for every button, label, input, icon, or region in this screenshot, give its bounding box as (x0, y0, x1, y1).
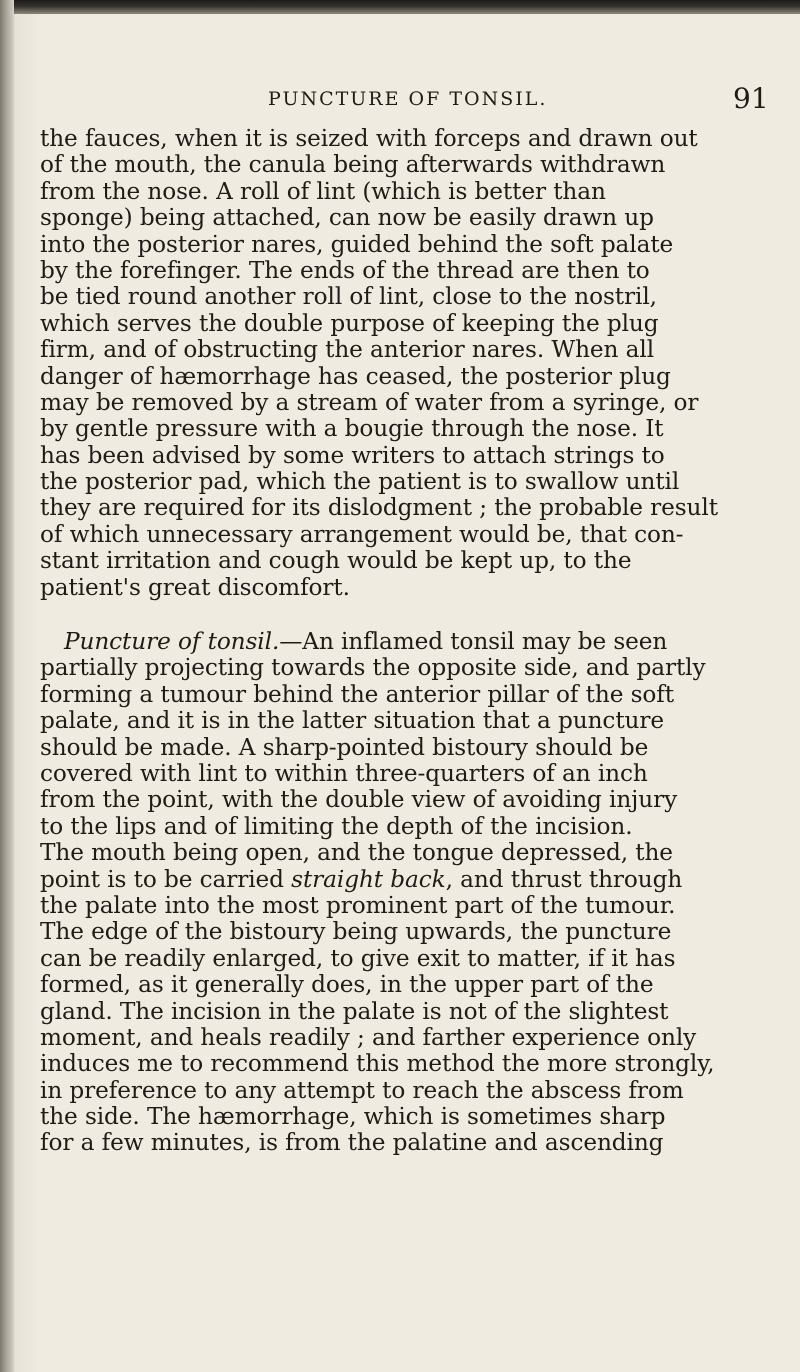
page-top-edge (0, 0, 800, 14)
paragraph-line: into the posterior nares, guided behind the soft palate (40, 230, 674, 258)
paragraph-line: The edge of the bistoury being upwards, the puncture (40, 918, 672, 946)
paragraph-line: stant irritation and cough would be kept up, to the (40, 547, 632, 575)
paragraph-line: may be removed by a stream of water from a syringe, or (40, 388, 699, 416)
paragraph-line: covered with lint to within three-quarters of an inch (40, 759, 648, 787)
paragraph-line: has been advised by some writers to attach strings to (40, 441, 665, 469)
paragraph-line: moment, and heals readily ; and farther experience only (40, 1023, 697, 1051)
paragraph-line: palate, and it is in the latter situation that a puncture (40, 707, 664, 735)
paragraph-line: of which unnecessary arrangement would be, that con- (40, 520, 684, 548)
paragraph-line: The mouth being open, and the tongue depressed, the (40, 839, 673, 867)
paragraph-line: the fauces, when it is seized with forceps and drawn out (40, 125, 698, 152)
paragraph-line: danger of hæmorrhage has ceased, the posterior plug (40, 362, 671, 390)
paragraph-line-text: point is to be carried (40, 865, 292, 893)
paragraph-line: from the nose. A roll of lint (which is better than (40, 177, 606, 205)
paragraph-line: they are required for its dislodgment ; the probable result (40, 494, 718, 522)
paragraph-line: in preference to any attempt to reach the abscess from (40, 1076, 684, 1104)
paragraph-line: which serves the double purpose of keeping the plug (40, 309, 659, 337)
section-heading: Puncture of tonsil. (64, 628, 280, 656)
paragraph-gap (40, 601, 762, 629)
paragraph-line: formed, as it generally does, in the upper part of the (40, 971, 654, 999)
running-head: PUNCTURE OF TONSIL. (268, 88, 548, 110)
paragraph-line: of the mouth, the canula being afterwards withdrawn (40, 151, 666, 179)
paragraph-line: forming a tumour behind the anterior pillar of the soft (40, 680, 674, 708)
page-number: 91 (733, 82, 769, 115)
paragraph-line: firm, and of obstructing the anterior nares. When all (40, 336, 655, 364)
paragraph-line: gland. The incision in the palate is not of the slightest (40, 997, 669, 1025)
paragraph-line: to the lips and of limiting the depth of the incision. (40, 812, 633, 840)
page-binding-edge (0, 0, 14, 1372)
paragraph-line: induces me to recommend this method the more strongly, (40, 1050, 715, 1078)
emphasized-text: straight back (291, 865, 446, 893)
paragraph-line: patient's great discomfort. (40, 573, 350, 601)
paragraph-line: can be readily enlarged, to give exit to matter, if it has (40, 944, 676, 972)
page-body (40, 126, 762, 1157)
paragraph-line-text: —An inflamed tonsil may be seen (279, 628, 668, 656)
paragraph-line: sponge) being attached, can now be easily drawn up (40, 204, 654, 232)
paragraph-line: by gentle pressure with a bougie through the nose. It (40, 415, 664, 443)
paragraph-line: for a few minutes, is from the palatine and ascending (40, 1129, 664, 1157)
paragraph-line-text: , and thrust through (445, 865, 683, 893)
paragraph-line: from the point, with the double view of avoiding injury (40, 786, 678, 814)
paragraph-line: be tied round another roll of lint, close to the nostril, (40, 283, 657, 311)
paragraph-line: the side. The hæmorrhage, which is sometimes sharp (40, 1103, 666, 1131)
paragraph-line: the palate into the most prominent part of the tumour. (40, 891, 676, 919)
paragraph-line: the posterior pad, which the patient is to swallow until (40, 468, 680, 496)
paragraph-line-with-emphasis (40, 867, 762, 893)
paragraph-line: partially projecting towards the opposite side, and partly (40, 654, 706, 682)
paragraph-line: by the forefinger. The ends of the thread are then to (40, 256, 650, 284)
paragraph-line: should be made. A sharp-pointed bistoury should be (40, 733, 649, 761)
paragraph-first-line (40, 629, 762, 655)
